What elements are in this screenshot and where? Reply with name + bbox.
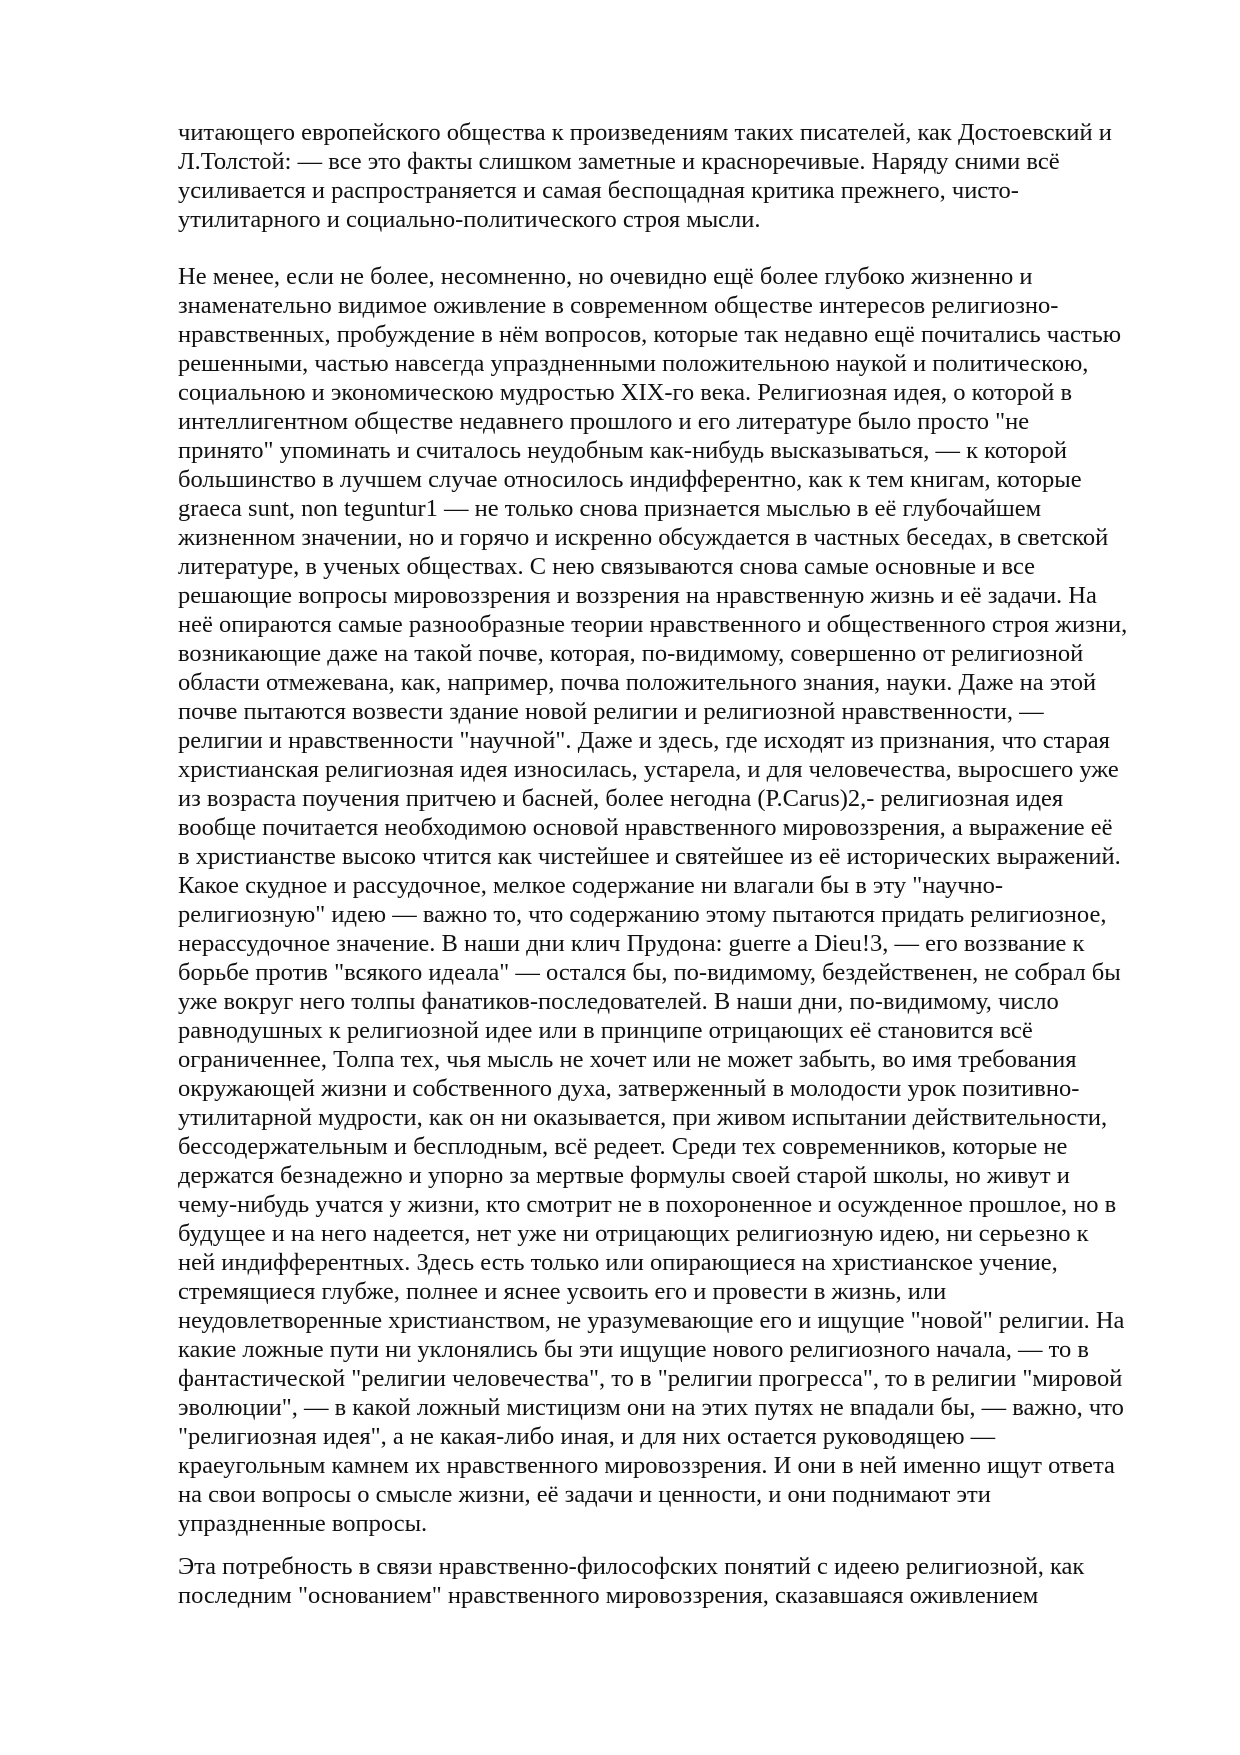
paragraph-3: Эта потребность в связи нравственно-философских понятий с идеею религиозной, как последним "основанием" нравственного мировоззрения, сказавшаяся оживлением	[178, 1553, 1085, 1609]
paragraph-1: читающего европейского общества к произведениям таких писателей, как Достоевский и Л.Толстой: — все это факты слишком заметные и красноречивые. Наряду сними всё усиливается и распространяется и самая беспощадная критика прежнего, чисто- утилитарного и социально-политического строя мысли.	[178, 119, 1112, 233]
paragraph-2: Не менее, если не более, несомненно, но очевидно ещё более глубоко жизненно и знаменательно видимое оживление в современном обществе интересов религиозно- нравственных, пробуждение в нём вопросов, которые так недавно ещё почитались частью решенными, частью навсегда упраздненными положительною наукой и политическою, социальною и экономическою мудростью XIX-го века. Религиозная идея, о которой в интеллигентном обществе недавнего прошлого и его литературе было просто "не принято" упоминать и считалось неудобным как-нибудь высказываться, — к которой большинство в лучшем случае относилось индифферентно, как к тем книгам, которые graeca sunt, non teguntur1 — не только снова признается мыслью в её глубочайшем жизненном значении, но и горячо и искренно обсуждается в частных беседах, в светской литературе, в ученых обществах. С нею связываются снова самые основные и все решающие вопросы мировоззрения и воззрения на нравственную жизнь и её задачи. На неё опираются самые разнообразные теории нравственного и общественного строя жизни, возникающие даже на такой почве, которая, по-видимому, совершенно от религиозной области отмежевана, как, например, почва положительного знания, науки. Даже на этой почве пытаются возвести здание новой религии и религиозной нравственности, — религии и нравственности "научной". Даже и здесь, где исходят из признания, что старая христианская религиозная идея износилась, устарела, и для человечества, выросшего уже из возраста поучения притчею и басней, более негодна (P.Carus)2,- религиозная идея вообще почитается необходимою основой нравственного мировоззрения, а выражение её в христианстве высоко чтится как чистейшее и святейшее из её исторических выражений. Какое скудное и рассудочное, мелкое содержание ни влагали бы в эту "научно- религиозную" идею — важно то, что содержанию этому пытаются придать религиозное, нерассудочное значение. В наши дни клич Прудона: guerre a Dieu!3, — его воззвание к борьбе против "всякого идеала" — остался бы, по-видимому, бездейственен, не собрал бы уже вокруг него толпы фанатиков-последователей. В наши дни, по-видимому, число равнодушных к религиозной идее или в принципе отрицающих её становится всё ограниченнее, Толпа тех, чья мысль не хочет или не может забыть, во имя требования окружающей жизни и собственного духа, затверженный в молодости урок позитивно- утилитарной мудрости, как он ни оказывается, при живом испытании действительности, бессодержательным и бесплодным, всё редеет. Среди тех современников, которые не держатся безнадежно и упорно за мертвые формулы своей старой школы, но живут и чему-нибудь учатся у жизни, кто смотрит не в похороненное и осужденное прошлое, но в будущее и на него надеется, нет уже ни отрицающих религиозную идею, ни серьезно к ней индифферентных. Здесь есть только или опирающиеся на христианское учение, стремящиеся глубже, полнее и яснее усвоить его и провести в жизнь, или неудовлетворенные христианством, не уразумевающие его и ищущие "новой" религии. На какие ложные пути ни уклонялись бы эти ищущие нового религиозного начала, — то в фантастической "религии человечества", то в "религии прогресса", то в религии "мировой эволюции", — в какой ложный мистицизм они на этих путях не впадали бы, — важно, что "религиозная идея", а не какая-либо иная, и для них остается руководящею — краеугольным камнем их нравственного мировоззрения. И они в ней именно ищут ответа на свои вопросы о смысле жизни, её задачи и ценности, и они поднимают эти упраздненные вопросы.	[178, 263, 1128, 1537]
